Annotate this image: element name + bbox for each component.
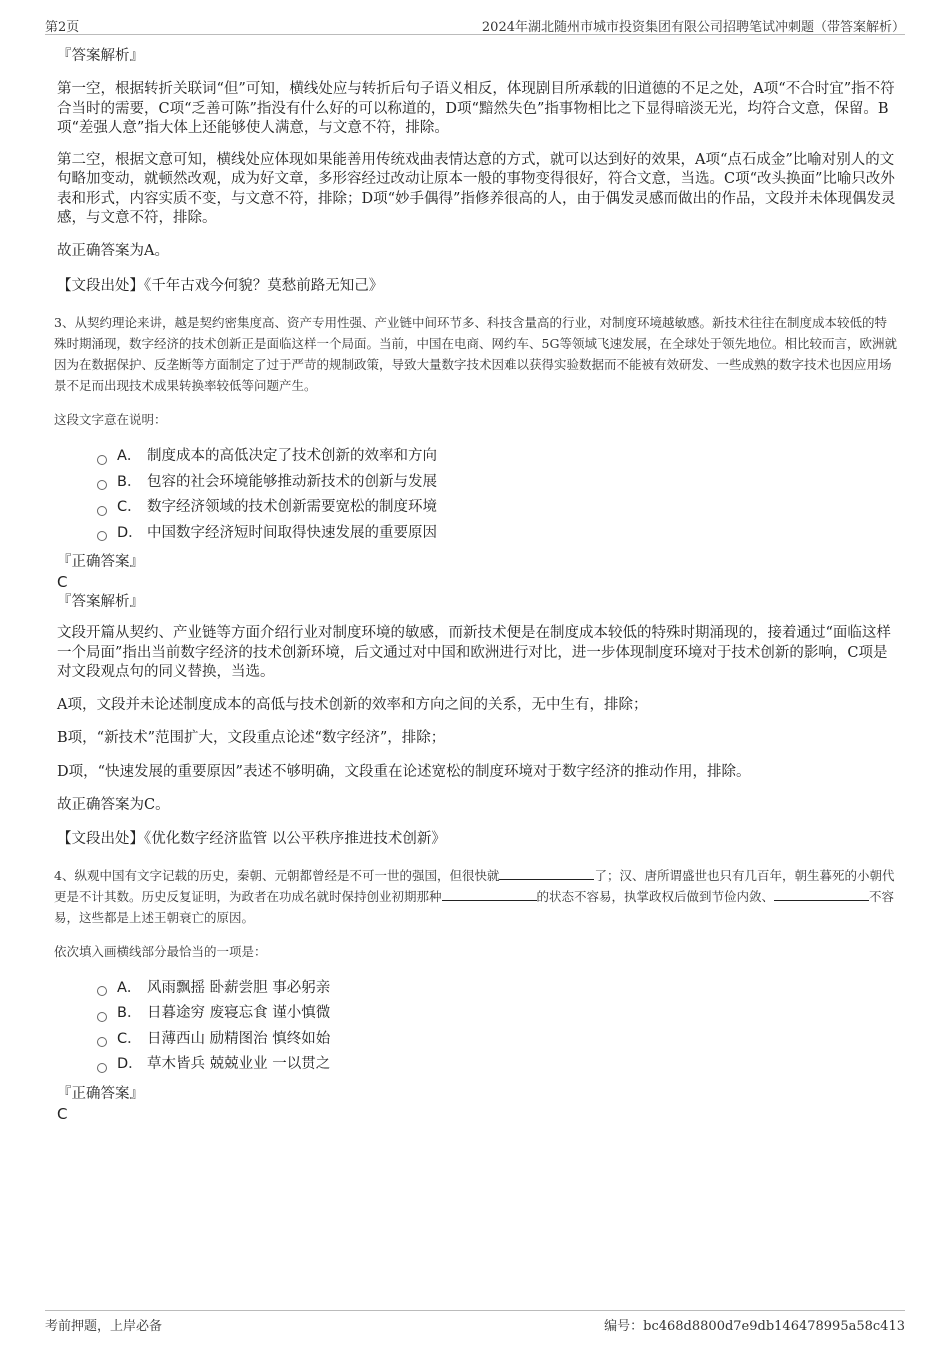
option-d[interactable]: D． 中国数字经济短时间取得快速发展的重要原因 [97, 521, 897, 547]
document-title: 2024年湖北随州市城市投资集团有限公司招聘笔试冲刺题（带答案解析） [481, 20, 905, 35]
fill-blank-2 [442, 888, 537, 901]
correct-answer-label: 『正确答案』 [57, 1085, 144, 1102]
fill-blank-3 [774, 888, 869, 901]
analysis-paragraph: A项，文段并未论述制度成本的高低与技术创新的效率和方向之间的关系，无中生有，排除； [57, 696, 648, 713]
page-content [54, 46, 897, 1124]
answer-conclusion: 故正确答案为C。 [57, 797, 170, 813]
footer-slogan: 考前押题，上岸必备 [45, 1319, 163, 1334]
radio-icon[interactable] [97, 531, 107, 541]
answer-conclusion: 故正确答案为A。 [57, 242, 169, 259]
correct-answer: C [57, 1104, 68, 1123]
question-4-prompt: 依次填入画横线部分最恰当的一项是： [54, 943, 267, 959]
radio-icon[interactable] [97, 986, 107, 996]
radio-icon[interactable] [97, 480, 107, 490]
analysis-label: 『答案解析』 [57, 48, 144, 64]
question-4-options [97, 976, 897, 1078]
passage-source: 【文段出处】《千年古戏今何貌？莫愁前路无知己》 [57, 278, 384, 294]
analysis-paragraph: D项，“快速发展的重要原因”表述不够明确，文段重在论述宽松的制度环境对于数字经济的推动作用，排除。 [57, 763, 751, 780]
fill-blank-1 [499, 867, 594, 880]
option-b[interactable]: B． 日暮途穷 废寝忘食 谨小慎微 [97, 1001, 897, 1027]
option-a[interactable]: A． 风雨飘摇 卧薪尝胆 事必躬亲 [97, 976, 897, 1002]
radio-icon[interactable] [97, 455, 107, 465]
radio-icon[interactable] [97, 1063, 107, 1073]
correct-answer: C [57, 573, 68, 591]
analysis-paragraph: 文段开篇从契约、产业链等方面介绍行业对制度环境的敏感，而新技术便是在制度成本较低的特殊时期涌现的，接着通过“面临这样一个局面”指出当前数字经济的技术创新环境，后文通过对中国和欧洲进行对比，进一步体现制度环境对于技术创新的影响，C项是对文段观点句的同义替换，当选。 [57, 625, 891, 680]
page-header [45, 14, 905, 35]
analysis-paragraph: 第二空，根据文意可知，横线处应体现如果能善用传统戏曲表情达意的方式，就可以达到好的效果，A项“点石成金”比喻对别人的文句略加变动，就顿然改观，成为好文章，多形容经过改动让原本一般的事物变得很好，符合文意，当选。C项“改头换面”比喻只改外表和形式，内容实质不变，与文意不符，排除；D项“妙手偶得”指修养很高的人，由于偶发灵感而做出的作品，文段并未体现偶发灵感，与文意不符，排除。 [57, 151, 896, 226]
option-d[interactable]: D． 草木皆兵 兢兢业业 一以贯之 [97, 1052, 897, 1078]
question-3-prompt: 这段文字意在说明： [54, 412, 167, 427]
document-id: 编号：bc468d8800d7e9db146478995a58c413 [604, 1319, 905, 1334]
question-4-text: 4、纵观中国有文字记载的历史，秦朝、元朝都曾经是不可一世的强国，但很快就 了；汉、唐所谓盛世也只有几百年，朝生暮死的小朝代更是不计其数。历史反复证明，为政者在功成名就时保持创业初期那种 的状态不容易，执掌政权后做到节俭内敛、 不容易，这些都是上述王朝衰亡的原因。 [54, 867, 895, 925]
analysis-label: 『答案解析』 [57, 594, 144, 610]
radio-icon[interactable] [97, 1037, 107, 1047]
option-c[interactable]: C． 数字经济领域的技术创新需要宽松的制度环境 [97, 495, 897, 521]
question-3-text: 3、从契约理论来讲，越是契约密集度高、资产专用性强、产业链中间环节多、科技含量高的行业，对制度环境越敏感。新技术往往在制度成本较低的特殊时期涌现，数字经济的技术创新正是面临这样一个局面。当前，中国在电商、网约车、5G等领域飞速发展，在全球处于领先地位。相比较而言，欧洲就因为在数据保护、反垄断等方面制定了过于严苛的规制政策，导致大量数字技术因难以获得实验数据而不能被有效研发、一些成熟的数字技术也因应用场景不足而出现技术成果转换率较低等问题产生。 [54, 315, 897, 393]
analysis-paragraph: B项，“新技术”范围扩大，文段重点论述“数字经济”，排除； [57, 730, 446, 746]
radio-icon[interactable] [97, 1012, 107, 1022]
passage-source: 【文段出处】《优化数字经济监管 以公平秩序推进技术创新》 [57, 830, 446, 847]
page-number: 第2页 [45, 20, 80, 35]
option-a[interactable]: A． 制度成本的高低决定了技术创新的效率和方向 [97, 444, 897, 470]
question-3-options [97, 444, 897, 546]
correct-answer-label: 『正确答案』 [57, 554, 144, 570]
option-b[interactable]: B． 包容的社会环境能够推动新技术的创新与发展 [97, 470, 897, 496]
option-c[interactable]: C． 日薄西山 励精图治 慎终如始 [97, 1027, 897, 1053]
analysis-paragraph: 第一空，根据转折关联词“但”可知，横线处应与转折后句子语义相反，体现剧目所承载的旧道德的不足之处，A项“不合时宜”指不符合当时的需要，C项“乏善可陈”指没有什么好的可以称道的，D项“黯然失色”指事物相比之下显得暗淡无光，均符合文意，保留。B项“差强人意”指大体上还能够使人满意，与文意不符，排除。 [57, 81, 895, 136]
radio-icon[interactable] [97, 506, 107, 516]
page-footer [45, 1310, 905, 1333]
